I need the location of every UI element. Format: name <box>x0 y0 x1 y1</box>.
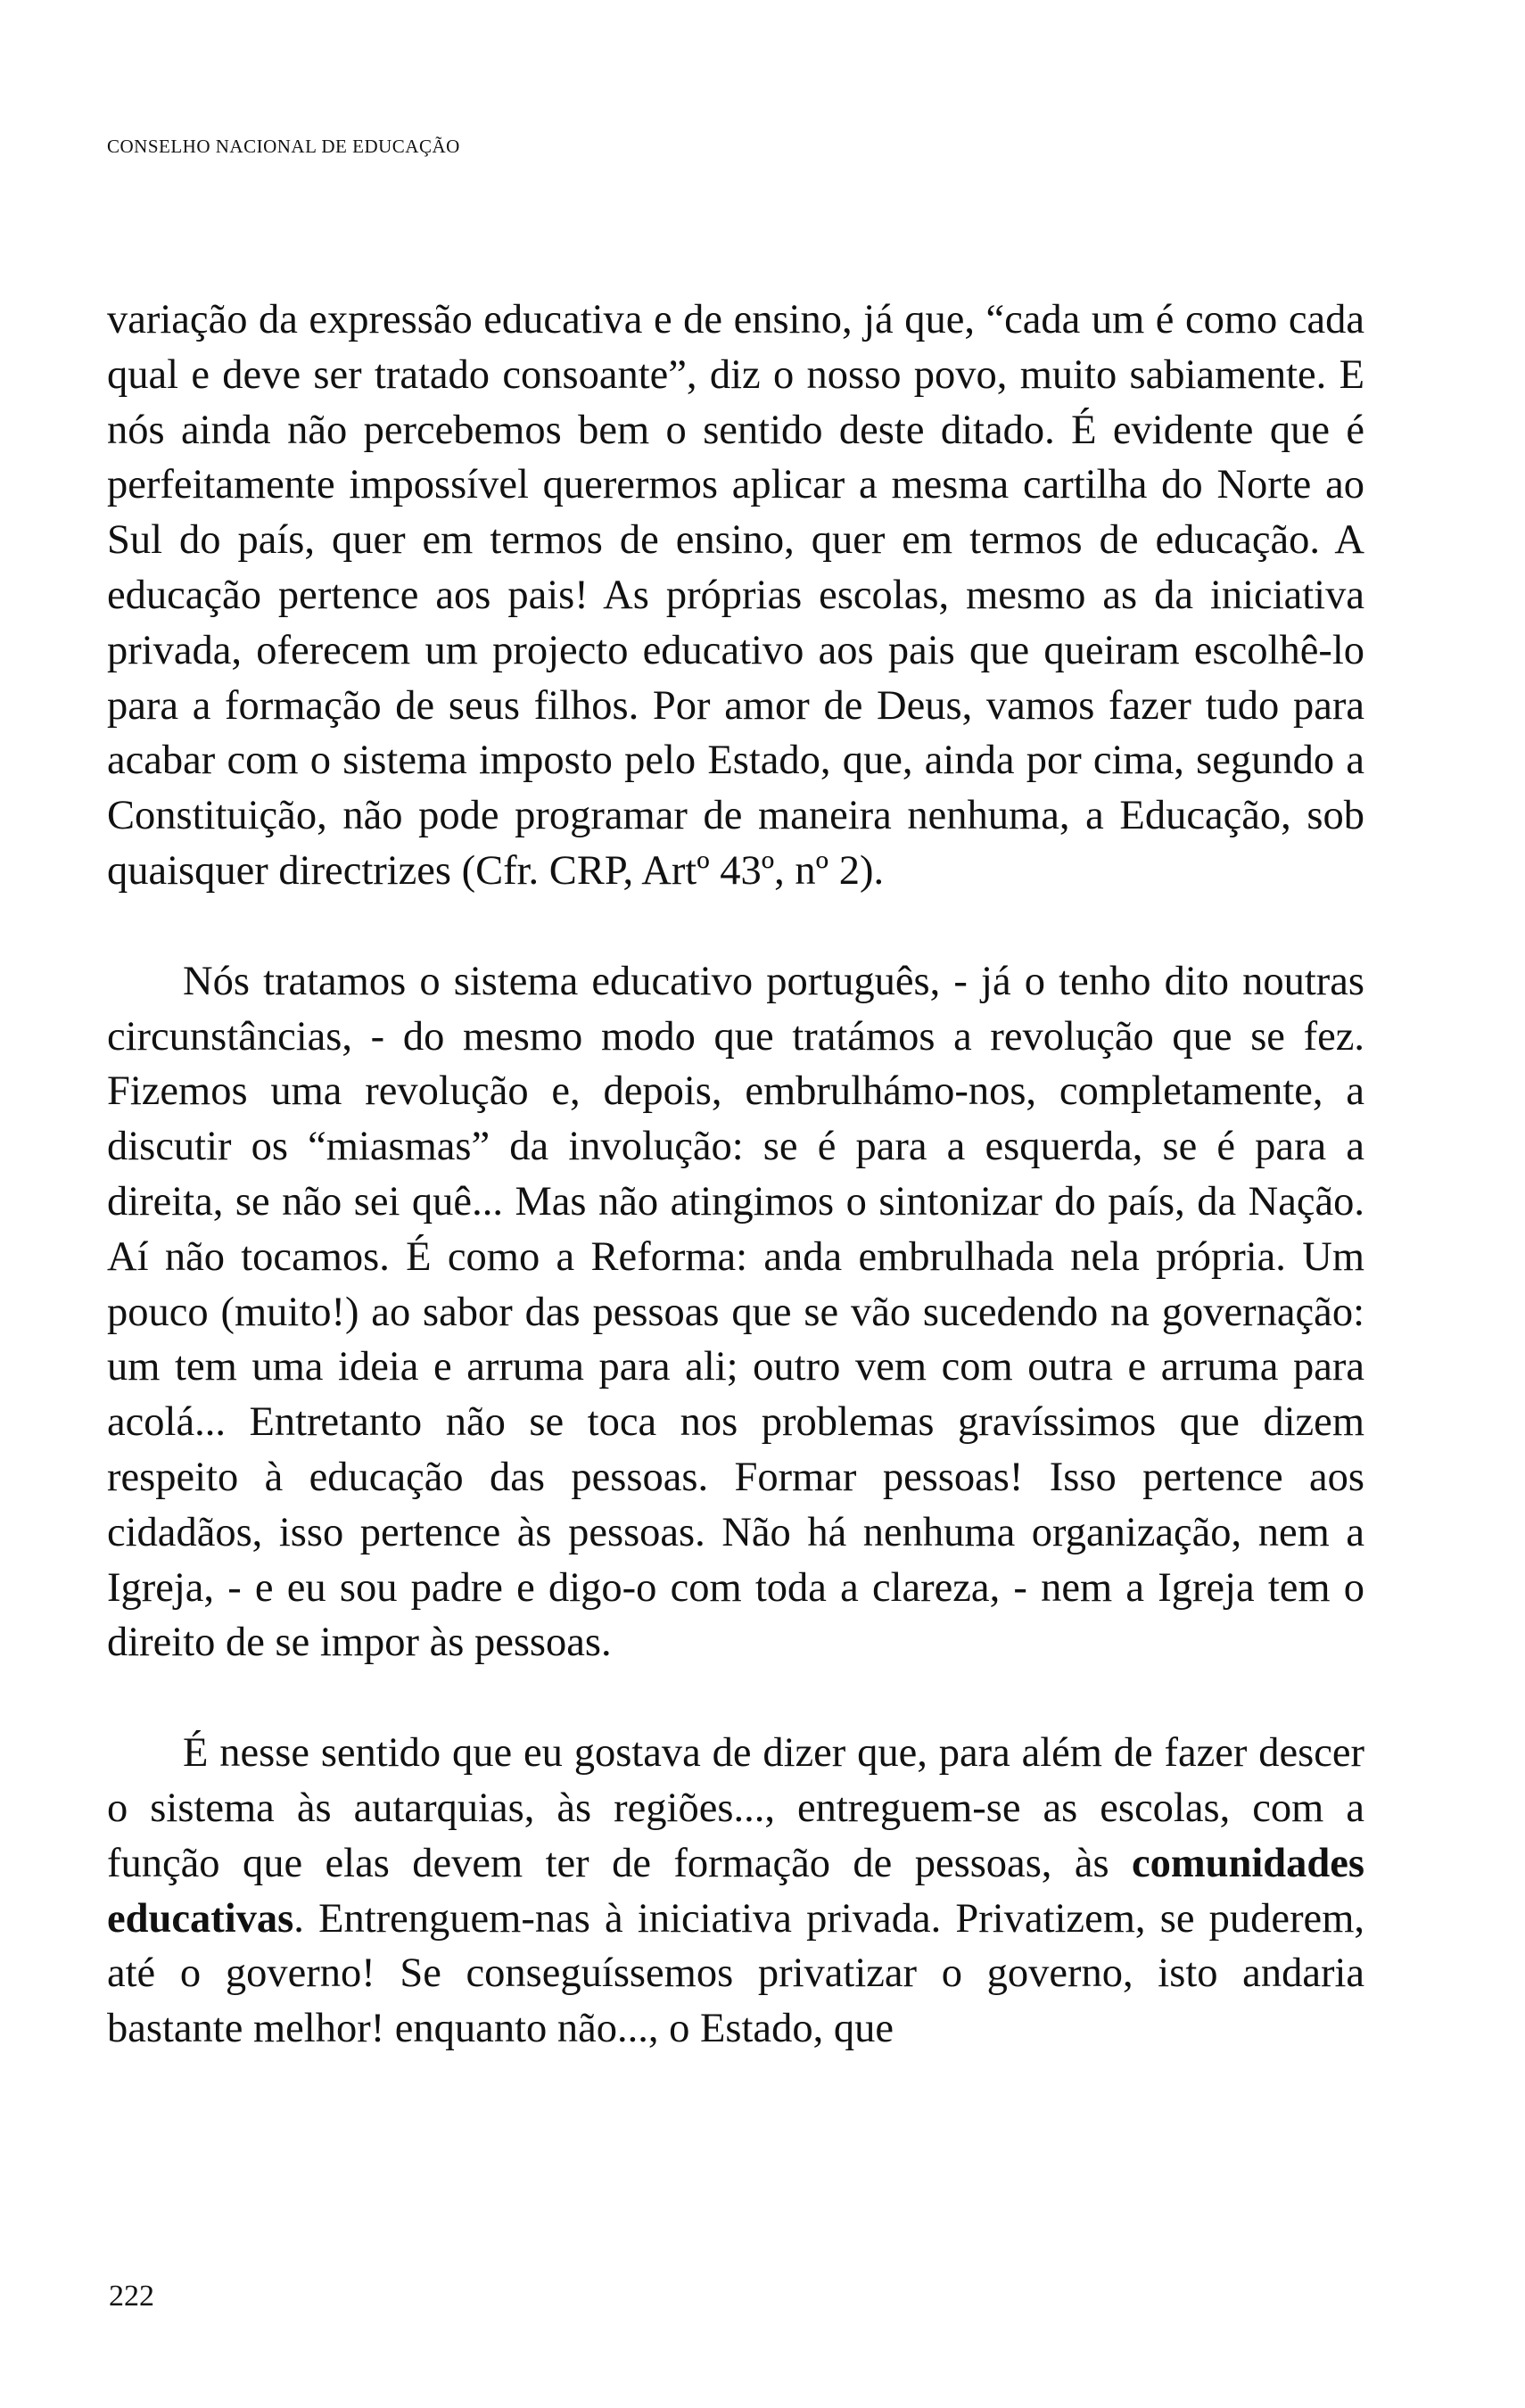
paragraph-text-before-bold: É nesse sentido que eu gostava de dizer que, para além de fazer descer o sistema às autarquias, às regiões..., entreguem-se as escolas, com a função que elas devem ter de formação de pessoas, às <box>107 1730 1364 1886</box>
bold-term-comunidades-educativas: comunidades educativas <box>107 1840 1364 1942</box>
page-number: 222 <box>109 2280 154 2313</box>
paragraph-educational-communities <box>107 1726 1364 2057</box>
paragraph-continuation: variação da expressão educativa e de ensino, já que, “cada um é como cada qual e deve ser tratado consoante”, diz o nosso povo, muito sabiamente. E nós ainda não percebemos bem o sentido deste ditado. É evidente que é perfeitamente impossível querermos aplicar a mesma cartilha do Norte ao Sul do país, quer em termos de ensino, quer em termos de educação. A educação pertence aos pais! As próprias escolas, mesmo as da iniciativa privada, oferecem um projecto educativo aos pais que queiram escolhê-lo para a formação de seus filhos. Por amor de Deus, vamos fazer tudo para acabar com o sistema imposto pelo Estado, que, ainda por cima, segundo a Constituição, não pode programar de maneira nenhuma, a Educação, sob quaisquer directrizes (Cfr. CRP, Artº 43º, nº 2). <box>107 297 1364 894</box>
paragraph-education-system: Nós tratamos o sistema educativo português, - já o tenho dito noutras circunstâncias, - do mesmo modo que tratámos a revolução que se fez. Fizemos uma revolução e, depois, embrulhámo-nos, completamente, a discutir os “miasmas” da involução: se é para a esquerda, se é para a direita, se não sei quê... Mas não atingimos o sintonizar do país, da Nação. Aí não tocamos. É como a Reforma: anda embrulhada nela própria. Um pouco (muito!) ao sabor das pessoas que se vão sucedendo na governação: um tem uma ideia e arruma para ali; outro vem com outra e arruma para acolá... Entretanto não se toca nos problemas gravíssimos que dizem respeito à educação das pessoas. Formar pessoas! Isso pertence aos cidadãos, isso pertence às pessoas. Não há nenhuma organização, nem a Igreja, - e eu sou padre e digo-o com toda a clareza, - nem a Igreja tem o direito de se impor às pessoas. <box>107 958 1364 1666</box>
running-header: CONSELHO NACIONAL DE EDUCAÇÃO <box>107 136 460 157</box>
paragraph-text-after-bold: . Entrenguem-nas à iniciativa privada. Privatizem, se puderem, até o governo! Se conseguíssemos privatizar o governo, isto andaria bastante melhor! enquanto não..., o Estado, que <box>107 1895 1364 2052</box>
body-text <box>107 293 1364 2057</box>
